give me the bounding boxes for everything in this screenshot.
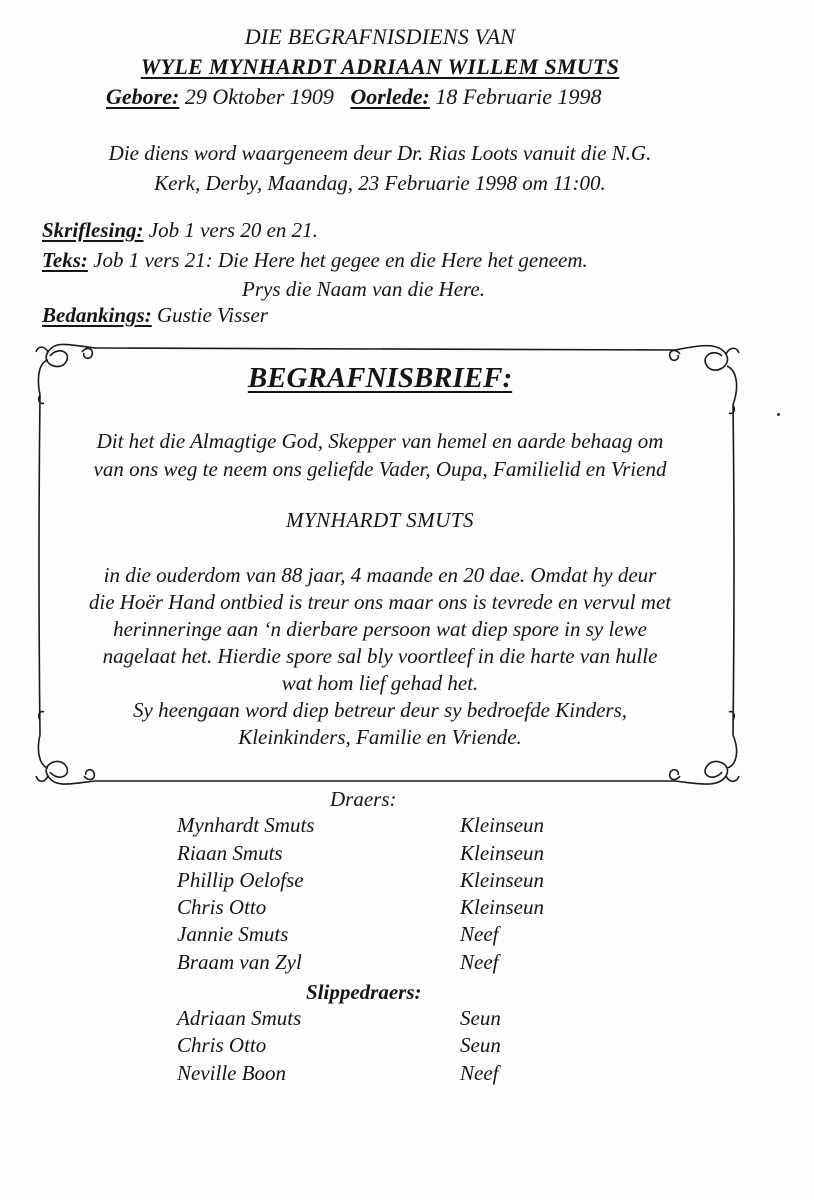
letter-line: Sy heengaan word diep betreur deur sy bedroefde Kinders, [133, 698, 627, 722]
service-line-2: Kerk, Derby, Maandag, 23 Februarie 1998 om 11:00. [154, 171, 606, 195]
bearer-relation: Kleinseun [460, 813, 544, 837]
letter-line: Kleinkinders, Familie en Vriende. [238, 725, 522, 749]
bearer-relation: Kleinseun [460, 841, 544, 865]
bearer-name: Jannie Smuts [177, 922, 289, 946]
service-line-1: Die diens word waargeneem deur Dr. Rias Loots vanuit die N.G. [108, 141, 652, 165]
died-label: Oorlede: [350, 84, 430, 109]
scripture-text: Job 1 vers 20 en 21. [148, 218, 318, 242]
bearer-name: Adriaan Smuts [177, 1006, 302, 1030]
letter-line: wat hom lief gehad het. [281, 671, 479, 695]
bearer-relation: Neef [460, 1061, 499, 1085]
thanks-name: Gustie Visser [156, 303, 268, 327]
scripture-label: Skriflesing: [42, 218, 144, 242]
letter-name: MYNHARDT SMUTS [285, 508, 475, 532]
letter-line: herinneringe aan ‘n dierbare persoon wat diep spore in sy lewe [113, 617, 647, 641]
text-verse: Job 1 vers 21: Die Here het gegee en die Here het geneem. [93, 248, 588, 272]
document-title: DIE BEGRAFNISDIENS VAN [244, 24, 516, 49]
letter-line: die Hoër Hand ontbied is treur ons maar ons is tevrede en vervul met [88, 590, 672, 614]
bearer-name: Phillip Oelofse [177, 868, 304, 892]
letter-line: in die ouderdom van 88 jaar, 4 maande en 20 dae. Omdat hy deur [103, 563, 657, 587]
letter-heading [0, 362, 760, 395]
bearer-relation: Neef [460, 950, 499, 974]
slippedraers-heading: Slippedraers: [306, 980, 422, 1004]
text-label: Teks: [42, 248, 88, 272]
bearer-name: Chris Otto [177, 1033, 267, 1057]
letter-line: Dit het die Almagtige God, Skepper van hemel en aarde behaag om [96, 429, 664, 453]
bearer-name: Mynhardt Smuts [177, 813, 315, 837]
letter-heading-text: BEGRAFNISBRIEF: [247, 362, 513, 394]
bearer-relation: Kleinseun [460, 868, 544, 892]
thanks-label: Bedankings: [42, 303, 152, 327]
died-date: 18 Februarie 1998 [435, 84, 602, 109]
born-date: 29 Oktober 1909 [184, 84, 334, 109]
scan-speck [777, 413, 780, 416]
letter-paragraph-2 [30, 562, 730, 751]
letter-paragraph-1 [30, 427, 730, 483]
letter-line: van ons weg te neem ons geliefde Vader, Oupa, Familielid en Vriend [93, 457, 667, 481]
bearer-relation: Seun [460, 1006, 501, 1030]
bearer-name: Braam van Zyl [177, 950, 302, 974]
born-label: Gebore: [106, 84, 180, 109]
letter-line: nagelaat het. Hierdie spore sal bly voortleef in die harte van hulle [102, 644, 658, 668]
text-continuation: Prys die Naam van die Here. [242, 277, 485, 301]
bearer-name: Riaan Smuts [177, 841, 283, 865]
pallbearers-heading: Draers: [330, 787, 397, 811]
bearer-relation: Kleinseun [460, 895, 544, 919]
bearer-relation: Seun [460, 1033, 501, 1057]
deceased-name-text: WYLE MYNHARDT ADRIAAN WILLEM SMUTS [140, 54, 620, 79]
bearer-relation: Neef [460, 922, 499, 946]
bearer-name: Neville Boon [177, 1061, 287, 1085]
bearer-name: Chris Otto [177, 895, 267, 919]
